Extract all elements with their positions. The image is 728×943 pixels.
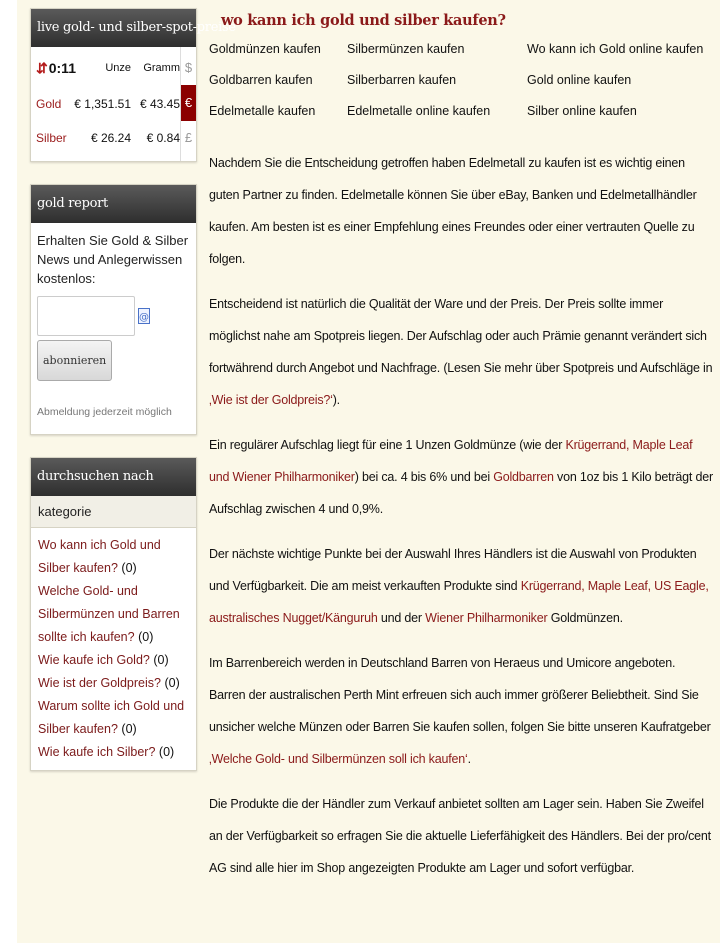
link-goldmuenzen[interactable]: Goldmünzen kaufen — [209, 42, 321, 56]
paragraph-3-text-a: Ein regulärer Aufschlag liegt für eine 1 Unzen Goldmünze (wie der — [209, 438, 566, 452]
paragraph-4-text-b: und der — [377, 611, 426, 625]
link-edelmetalle[interactable]: Edelmetalle kaufen — [209, 104, 316, 118]
paragraph-3-text-c: von 1oz bis 1 Kilo beträgt der Aufschlag zwischen 4 und 0,9%. — [209, 470, 713, 516]
category-item[interactable] — [38, 741, 189, 764]
gold-report-widget — [30, 184, 197, 435]
category-item[interactable] — [38, 695, 189, 741]
paragraph-5-text-b: . — [467, 752, 471, 766]
prices-header-row — [31, 55, 196, 81]
paragraph-4 — [209, 538, 714, 634]
category-item-label[interactable]: Warum sollte ich Gold und Silber kaufen? — [38, 699, 185, 736]
category-item-count: (0) — [121, 722, 137, 736]
timer-value: 0:11 — [48, 60, 76, 76]
link-gold-online-wo[interactable]: Wo kann ich Gold online kaufen — [527, 42, 704, 56]
silber-label: Silber — [36, 131, 67, 145]
paragraph-2-text-b: ). — [332, 393, 340, 407]
gold-gramm-price: € 43.45 — [139, 97, 180, 111]
category-item-label[interactable]: Wo kann ich Gold und Silber kaufen? — [38, 538, 161, 575]
link-silberbarren[interactable]: Silberbarren kaufen — [347, 73, 457, 87]
quick-links — [209, 34, 714, 127]
svg-text:@: @ — [139, 312, 149, 323]
category-item-label[interactable]: Wie kaufe ich Gold? — [38, 653, 150, 667]
paragraph-3 — [209, 429, 714, 525]
link-silbermuenzen[interactable]: Silbermünzen kaufen — [347, 42, 465, 56]
col-gramm-header: Gramm — [143, 62, 180, 74]
category-item[interactable] — [38, 534, 189, 580]
refresh-arrows-icon[interactable]: ⇵ — [36, 59, 48, 76]
paragraph-5-text-a: Im Barrenbereich werden in Deutschland Barren von Heraeus und Umicore angeboten. Barren der australischen Perth Mint erfreuen sich auch immer größerer Beliebtheit. Sind Sie unsicher welche Münzen oder Barren Sie kaufen sollen, folgen Sie bitte unseren Kaufratgeber — [209, 656, 711, 734]
link-bestseller-coins[interactable]: Krügerrand, Maple Leaf, US Eagle, australisches Nugget/Känguruh — [209, 579, 709, 625]
category-item-count: (0) — [164, 676, 180, 690]
sidebar — [30, 8, 236, 789]
page-title: wo kann ich gold und silber kaufen? — [221, 12, 506, 29]
category-header: kategorie — [31, 496, 196, 528]
link-gold-online[interactable]: Gold online kaufen — [527, 73, 632, 87]
currency-usd-button[interactable]: $ — [184, 60, 193, 75]
spot-prices-table — [31, 47, 196, 161]
search-widget — [30, 457, 197, 771]
currency-eur-button[interactable]: € — [181, 85, 196, 121]
search-title: durchsuchen nach — [31, 458, 196, 496]
col-unze-header: Unze — [105, 62, 131, 74]
gold-report-title: gold report — [31, 185, 196, 223]
mail-icon — [138, 308, 150, 324]
link-coins[interactable]: Krügerrand, Maple Leaf und Wiener Philharmoniker — [209, 438, 693, 484]
refresh-timer — [31, 60, 103, 77]
paragraph-5 — [209, 647, 714, 775]
paragraph-3-text-b: ) bei ca. 4 bis 6% und bei — [354, 470, 494, 484]
link-goldpreis[interactable]: ‚Wie ist der Goldpreis?‘ — [209, 393, 333, 407]
link-goldbarren-inline[interactable]: Goldbarren — [493, 470, 554, 484]
currency-gbp-button[interactable]: £ — [184, 130, 193, 145]
spot-prices-widget — [30, 8, 236, 162]
category-item-label[interactable]: Wie kaufe ich Silber? — [38, 745, 156, 759]
paragraph-4-text-c: Goldmünzen. — [547, 611, 623, 625]
link-edelmetalle-online[interactable]: Edelmetalle online kaufen — [347, 104, 491, 118]
gold-unze-price: € 1,351.51 — [74, 97, 131, 111]
email-input[interactable] — [37, 296, 135, 336]
paragraph-6: Die Produkte die der Händler zum Verkauf anbietet sollten am Lager sein. Haben Sie Zweifel an der Verfügbarkeit so erfragen Sie die aktuelle Lieferfähigkeit des Händlers. Bei der pro/cent AG sind alle hier im Shop angezeigten Produkte am Lager und sofort verfügbar. — [209, 797, 711, 875]
category-item[interactable] — [38, 672, 189, 695]
link-wiener-philharmoniker[interactable]: Wiener Philharmoniker — [425, 611, 548, 625]
category-item-label[interactable]: Welche Gold- und Silbermünzen und Barren sollte ich kaufen? — [38, 584, 180, 644]
category-item-count: (0) — [153, 653, 169, 667]
unsubscribe-note: Abmeldung jederzeit möglich — [37, 406, 172, 418]
gold-report-text: Erhalten Sie Gold & Silber News und Anlegerwissen kostenlos: — [37, 233, 189, 286]
silber-gramm-price: € 0.84 — [146, 131, 180, 145]
category-list — [31, 528, 196, 770]
silber-unze-price: € 26.24 — [90, 131, 131, 145]
paragraph-2 — [209, 288, 714, 416]
spot-prices-title: live gold- und silber-spot-preise — [31, 9, 196, 47]
category-item[interactable] — [38, 649, 189, 672]
link-kaufratgeber[interactable]: ‚Welche Gold- und Silbermünzen soll ich kaufen‘ — [209, 752, 468, 766]
gold-price-row — [31, 91, 196, 117]
gold-report-body — [31, 223, 196, 434]
paragraph-1: Nachdem Sie die Entscheidung getroffen haben Edelmetall zu kaufen ist es wichtig einen guten Partner zu finden. Edelmetalle können Sie über eBay, Banken und Edelmetallhändler kaufen. Am besten ist es einer Empfehlung eines Freundes oder einer vertrauten Quelle zu folgen. — [209, 156, 697, 266]
category-item-count: (0) — [158, 745, 175, 759]
email-row — [37, 296, 190, 336]
link-goldbarren[interactable]: Goldbarren kaufen — [209, 73, 313, 87]
category-item-label[interactable]: Wie ist der Goldpreis? — [38, 676, 161, 690]
main-content — [209, 8, 714, 884]
category-item[interactable] — [38, 580, 189, 649]
link-silber-online[interactable]: Silber online kaufen — [527, 104, 637, 118]
category-item-count: (0) — [138, 630, 154, 644]
paragraph-4-text-a: Der nächste wichtige Punkte bei der Auswahl Ihres Händlers ist die Auswahl von Produkten und Verfügbarkeit. Die am meist verkauften Produkte sind — [209, 547, 697, 593]
silber-price-row — [31, 125, 196, 151]
paragraph-2-text-a: Entscheidend ist natürlich die Qualität der Ware und der Preis. Der Preis sollte immer möglichst nahe am Spotpreis liegen. Der Aufschlag oder auch Prämie genannt verändert sich fortwährend durch Angebot und Nachfrage. (Lesen Sie mehr über Spotpreis und Aufschläge in — [209, 297, 713, 375]
category-item-count: (0) — [121, 561, 137, 575]
subscribe-button[interactable]: abonnieren — [37, 340, 112, 381]
gold-label: Gold — [36, 97, 62, 111]
